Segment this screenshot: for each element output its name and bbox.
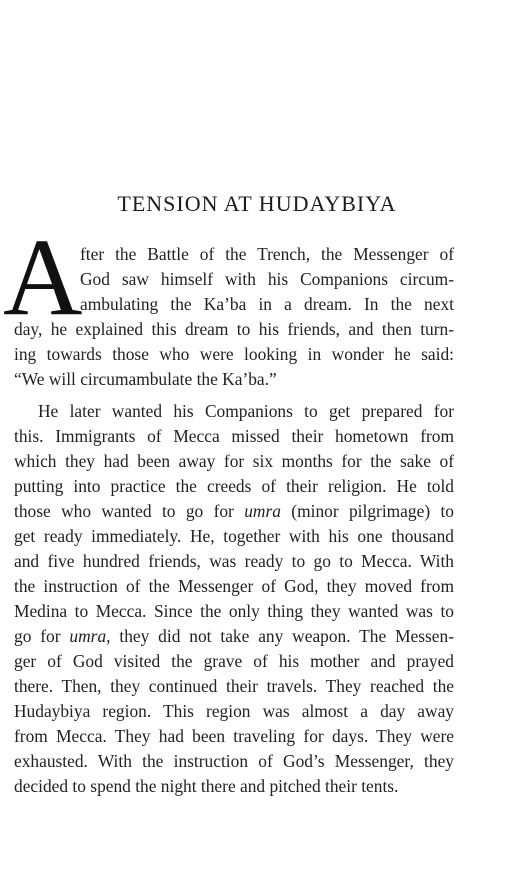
paragraph-line: decided to spend the night there and pitched their tents.	[14, 776, 399, 796]
paragraph-line: and five hundred friends, was ready to go to Mecca. With	[14, 551, 454, 571]
paragraph-line: get ready immediately. He, together with his one thousand	[14, 526, 454, 546]
drop-cap: A	[3, 216, 83, 338]
paragraph-line: this. Immigrants of Mecca missed their hometown from	[14, 426, 454, 446]
line-text: go for	[14, 626, 61, 646]
paragraph-line: ambulating the Ka’ba in a dream. In the next	[80, 294, 454, 314]
line-text: those who wanted to go for	[14, 501, 234, 521]
paragraph-line: putting into practice the creeds of their religion. He told	[14, 476, 454, 496]
paragraph-line: fter the Battle of the Trench, the Messenger of	[80, 244, 454, 264]
paragraph-line: which they had been away for six months for the sake of	[14, 451, 454, 471]
line-text: (minor pilgrimage) to	[291, 501, 454, 521]
paragraph-line: there. Then, they continued their travels. They reached the	[14, 676, 454, 696]
paragraph-line: exhausted. With the instruction of God’s Messenger, they	[14, 751, 454, 771]
paragraph-line: ing towards those who were looking in wonder he said:	[14, 344, 454, 364]
paragraph-line	[14, 626, 454, 646]
italic-term: umra	[244, 501, 281, 521]
paragraph-line: Hudaybiya region. This region was almost a day away	[14, 701, 454, 721]
italic-term: umra,	[69, 626, 111, 646]
paragraph-line: from Mecca. They had been traveling for days. They were	[14, 726, 454, 746]
paragraph-line: the instruction of the Messenger of God, they moved from	[14, 576, 454, 596]
paragraph-line: Medina to Mecca. Since the only thing they wanted was to	[14, 601, 454, 621]
paragraph-line: day, he explained this dream to his friends, and then turn-	[14, 319, 454, 339]
line-text: they did not take any weapon. The Messen-	[119, 626, 454, 646]
paragraph-line: He later wanted his Companions to get prepared for	[38, 401, 454, 421]
chapter-title: TENSION AT HUDAYBIYA	[117, 191, 397, 216]
paragraph-line: ger of God visited the grave of his mother and prayed	[14, 651, 454, 671]
paragraph-line	[14, 501, 454, 521]
paragraph-line: God saw himself with his Companions circum-	[80, 269, 454, 289]
paragraph-line: “We will circumambulate the Ka’ba.”	[14, 369, 277, 389]
